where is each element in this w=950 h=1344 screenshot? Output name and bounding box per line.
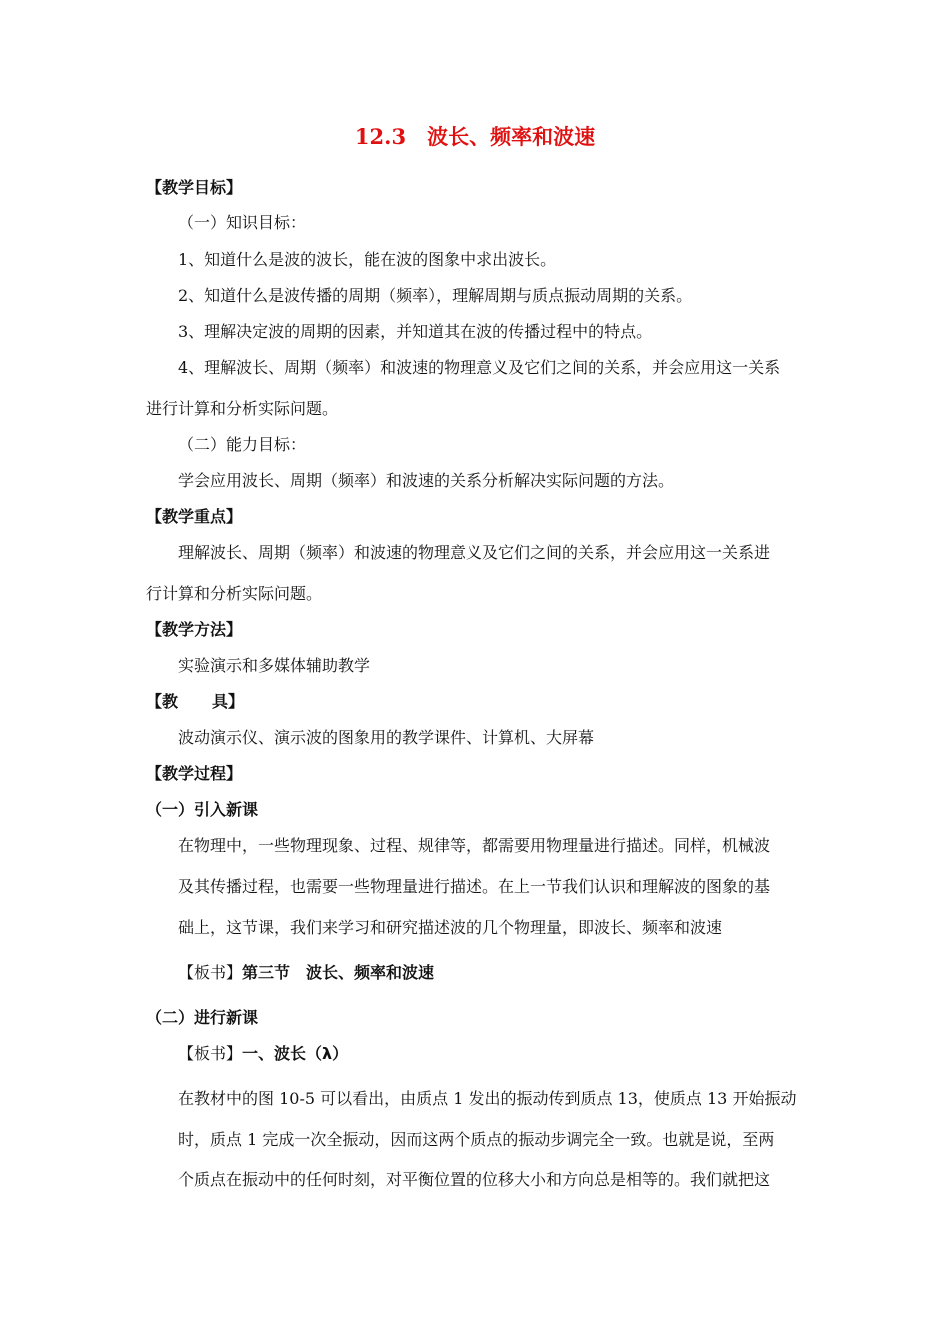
body-line-2: 时，质点 1 完成一次全振动，因而这两个质点的振动步调完全一致。也就是说，至两 (178, 1130, 775, 1149)
key-point-line-1: 理解波长、周期（频率）和波速的物理意义及它们之间的关系，并会应用这一关系进 (178, 543, 771, 562)
key-point-line-2: 行计算和分析实际问题。 (146, 584, 323, 603)
board-note-2 (178, 1044, 348, 1064)
ability-goal-text: 学会应用波长、周期（频率）和波速的关系分析解决实际问题的方法。 (178, 471, 675, 490)
board-text: 第三节 波长、频率和波速 (242, 963, 435, 982)
tools-heading (146, 692, 244, 712)
intro-heading: （一）引入新课 (146, 800, 259, 819)
goal-item-3: 3、理解决定波的周期的因素，并知道其在波的传播过程中的特点。 (178, 322, 653, 341)
method-heading: 【教学方法】 (146, 620, 243, 639)
knowledge-goal-label: （一）知识目标： (178, 213, 307, 232)
goal-item-4: 4、理解波长、周期（频率）和波速的物理意义及它们之间的关系，并会应用这一关系 (178, 358, 781, 377)
intro-line-1: 在物理中，一些物理现象、过程、规律等，都需要用物理量进行描述。同样，机械波 (178, 836, 771, 855)
goal-item-2: 2、知道什么是波传播的周期（频率），理解周期与质点振动周期的关系。 (178, 286, 693, 305)
new-lesson-heading: （二）进行新课 (146, 1008, 259, 1027)
goals-heading: 【教学目标】 (146, 178, 243, 197)
board-label: 【板书】 (178, 1044, 243, 1063)
body-line-3: 个质点在振动中的任何时刻，对平衡位置的位移大小和方向总是相等的。我们就把这 (178, 1170, 771, 1189)
page-title: 12.3 波长、频率和波速 (354, 124, 596, 149)
process-heading: 【教学过程】 (146, 764, 243, 783)
key-point-heading: 【教学重点】 (146, 507, 243, 526)
board-note-1 (178, 963, 434, 983)
board-text: 一、波长（λ） (242, 1044, 349, 1063)
ability-goal-label: （二）能力目标： (178, 435, 307, 454)
method-text: 实验演示和多媒体辅助教学 (178, 656, 371, 675)
board-label: 【板书】 (178, 963, 243, 982)
body-line-1: 在教材中的图 10-5 可以看出，由质点 1 发出的振动传到质点 13，使质点 13 开始振动 (178, 1089, 797, 1108)
goal-item-1: 1、知道什么是波的波长，能在波的图象中求出波长。 (178, 250, 557, 269)
intro-line-2: 及其传播过程，也需要一些物理量进行描述。在上一节我们认识和理解波的图象的基 (178, 877, 771, 896)
intro-line-3: 础上，这节课，我们来学习和研究描述波的几个物理量，即波长、频率和波速 (178, 918, 723, 937)
tools-heading-right: 具】 (212, 692, 245, 711)
goal-item-4-continued: 进行计算和分析实际问题。 (146, 399, 339, 418)
tools-text: 波动演示仪、演示波的图象用的教学课件、计算机、大屏幕 (178, 728, 595, 747)
tools-heading-left: 【教 (146, 692, 179, 711)
